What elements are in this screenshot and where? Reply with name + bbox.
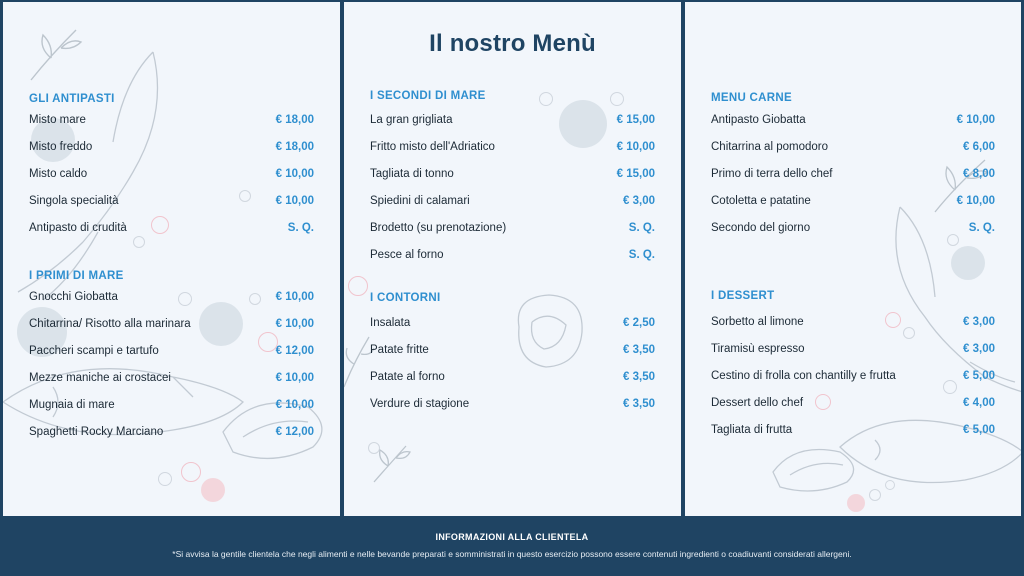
- item-price: € 4,00: [963, 397, 995, 409]
- item-price: € 5,00: [963, 370, 995, 382]
- item-name: Misto freddo: [29, 141, 93, 153]
- item-price: € 10,00: [956, 195, 995, 207]
- herb-sketch-icon: [925, 152, 995, 222]
- menu-item: [370, 222, 655, 238]
- item-name: Cestino di frolla con chantilly e frutta: [711, 370, 896, 382]
- menu-item: [370, 141, 655, 157]
- item-name: Chitarrina/ Risotto alla marinara: [29, 318, 191, 330]
- item-price: € 3,50: [623, 371, 655, 383]
- menu-item: [29, 426, 314, 442]
- item-name: Singola specialità: [29, 195, 119, 207]
- section-title-contorni: I CONTORNI: [370, 292, 441, 304]
- item-price: € 3,50: [623, 344, 655, 356]
- decor-ring: [885, 480, 895, 490]
- menu-item: [29, 141, 314, 157]
- item-name: Secondo del giorno: [711, 222, 811, 234]
- item-price: € 8,00: [963, 168, 995, 180]
- decor-ring: [539, 92, 553, 106]
- item-price: € 10,00: [275, 168, 314, 180]
- menu-item: [711, 195, 995, 211]
- decor-circle: [951, 246, 985, 280]
- allergen-footer: [0, 517, 1024, 576]
- item-name: Cotoletta e patatine: [711, 195, 811, 207]
- item-price: € 3,00: [963, 343, 995, 355]
- menu-item: [711, 141, 995, 157]
- item-name: Fritto misto dell'Adriatico: [370, 141, 495, 153]
- menu-item: [29, 318, 314, 334]
- item-name: Insalata: [370, 317, 411, 329]
- decor-ring: [368, 442, 380, 454]
- item-price: S. Q.: [968, 222, 995, 234]
- item-price: € 15,00: [616, 114, 655, 126]
- decor-circle: [201, 478, 225, 502]
- item-name: Tiramisù espresso: [711, 343, 805, 355]
- item-price: € 10,00: [275, 291, 314, 303]
- menu-item: [370, 344, 655, 360]
- menu-item: [370, 398, 655, 414]
- item-price: € 2,50: [623, 317, 655, 329]
- menu-item: [370, 195, 655, 211]
- item-name: Mugnaia di mare: [29, 399, 115, 411]
- item-name: Mezze maniche ai crostacei: [29, 372, 171, 384]
- menu-item: [711, 343, 995, 359]
- item-price: S. Q.: [287, 222, 314, 234]
- item-price: € 10,00: [275, 318, 314, 330]
- item-name: Pesce al forno: [370, 249, 444, 261]
- menu-item: [711, 370, 995, 386]
- item-price: € 10,00: [956, 114, 995, 126]
- decor-ring: [348, 276, 368, 296]
- menu-item: [711, 222, 995, 238]
- menu-item: [29, 114, 314, 130]
- menu-item: [711, 316, 995, 332]
- item-price: € 10,00: [275, 399, 314, 411]
- decor-ring: [610, 92, 624, 106]
- menu-item: [370, 317, 655, 333]
- menu-item: [711, 424, 995, 440]
- decor-ring: [158, 472, 172, 486]
- item-price: S. Q.: [628, 249, 655, 261]
- shell-sketch-icon: [765, 437, 865, 497]
- item-price: € 12,00: [275, 345, 314, 357]
- item-price: € 10,00: [275, 195, 314, 207]
- item-name: Spaghetti Rocky Marciano: [29, 426, 164, 438]
- page-title: Il nostro Menù: [429, 30, 596, 57]
- item-name: Chitarrina al pomodoro: [711, 141, 828, 153]
- decor-circle: [847, 494, 865, 512]
- item-price: € 12,00: [275, 426, 314, 438]
- item-price: € 3,00: [963, 316, 995, 328]
- item-name: Primo di terra dello chef: [711, 168, 833, 180]
- item-price: € 10,00: [275, 372, 314, 384]
- menu-panel-center: [344, 2, 681, 516]
- menu-item: [370, 249, 655, 265]
- item-name: La gran grigliata: [370, 114, 453, 126]
- item-price: € 18,00: [275, 114, 314, 126]
- section-title-secondi: I SECONDI DI MARE: [370, 90, 486, 102]
- item-price: € 6,00: [963, 141, 995, 153]
- menu-item: [29, 168, 314, 184]
- item-price: € 3,00: [623, 195, 655, 207]
- item-price: € 10,00: [616, 141, 655, 153]
- section-title-dessert: I DESSERT: [711, 290, 775, 302]
- menu-item: [29, 372, 314, 388]
- item-name: Patate fritte: [370, 344, 429, 356]
- item-name: Tagliata di frutta: [711, 424, 793, 436]
- decor-ring: [181, 462, 201, 482]
- menu-item: [29, 195, 314, 211]
- menu-panel-right: [685, 2, 1021, 516]
- item-name: Patate al forno: [370, 371, 445, 383]
- item-price: S. Q.: [628, 222, 655, 234]
- menu-item: [29, 291, 314, 307]
- menu-item: [711, 397, 995, 413]
- menu-item: [711, 114, 995, 130]
- item-name: Sorbetto al limone: [711, 316, 804, 328]
- menu-item: [29, 345, 314, 361]
- item-name: Antipasto Giobatta: [711, 114, 806, 126]
- menu-item: [370, 168, 655, 184]
- menu-item: [711, 168, 995, 184]
- menu-item: [370, 371, 655, 387]
- footer-title: INFORMAZIONI ALLA CLIENTELA: [435, 532, 589, 542]
- item-price: € 5,00: [963, 424, 995, 436]
- item-name: Brodetto (su prenotazione): [370, 222, 507, 234]
- item-name: Spiedini di calamari: [370, 195, 470, 207]
- item-name: Antipasto di crudità: [29, 222, 127, 234]
- item-name: Paccheri scampi e tartufo: [29, 345, 159, 357]
- item-name: Gnocchi Giobatta: [29, 291, 118, 303]
- decor-ring: [869, 489, 881, 501]
- item-name: Dessert dello chef: [711, 397, 804, 409]
- section-title-antipasti: GLI ANTIPASTI: [29, 93, 115, 105]
- item-name: Misto mare: [29, 114, 86, 126]
- menu-item: [370, 114, 655, 130]
- section-title-primi: I PRIMI DI MARE: [29, 270, 124, 282]
- menu-item: [29, 222, 314, 238]
- item-name: Misto caldo: [29, 168, 88, 180]
- item-price: € 18,00: [275, 141, 314, 153]
- menu-panel-left: [3, 2, 340, 516]
- item-name: Tagliata di tonno: [370, 168, 454, 180]
- item-price: € 15,00: [616, 168, 655, 180]
- footer-notice: *Si avvisa la gentile clientela che negli alimenti e nelle bevande preparati e somministrati in questo esercizio possono essere contenuti ingredienti o coadiuvanti considerati allergeni.: [172, 549, 852, 559]
- item-price: € 3,50: [623, 398, 655, 410]
- menu-item: [29, 399, 314, 415]
- item-name: Verdure di stagione: [370, 398, 470, 410]
- section-title-carne: MENU CARNE: [711, 92, 792, 104]
